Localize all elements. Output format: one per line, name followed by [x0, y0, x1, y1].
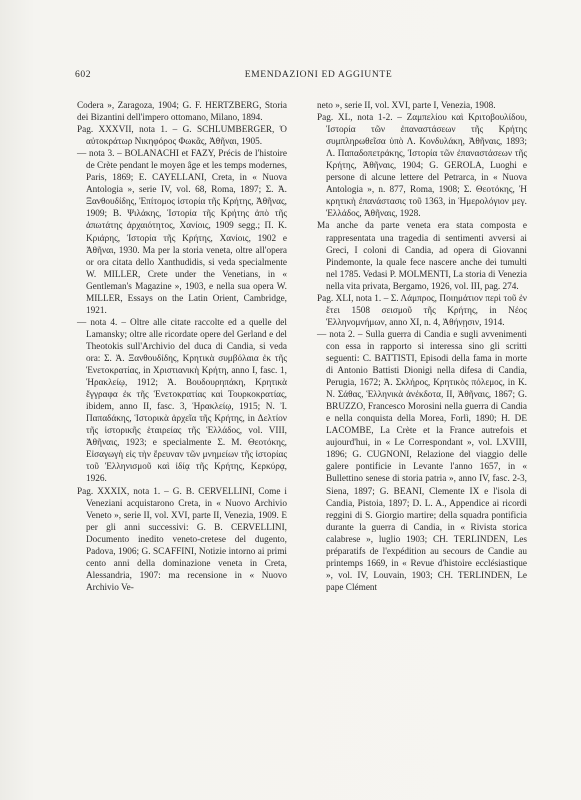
- page-number: 602: [75, 69, 92, 80]
- note-paragraph: Pag. XXXVII, nota 1. – G. SCHLUMBERGER, Ὁ αὐτοκράτωρ Νικηφόρος Φωκᾶς, Ἀθῆναι, 1905.: [77, 125, 287, 148]
- note-paragraph: — nota 4. – Oltre alle citate raccolte ed a quelle del Lamansky; oltre alle ricordate opere del Gerland e del Theotokis sull'Archivio del duca di Candia, si veda ora: Σ. Ἀ. Ξανθουδίδης, Κρητικὰ συμβόλαια ἐκ τῆς Ἑνετοκρατίας, in Χριστιανικὴ Κρήτη, anno I, fasc. 1, Ἡρακλείῳ, 1912; Ἀ. Βουδουρηπάκη, Κρητικὰ ἔγγραφα ἐκ τῆς Ἑνετοκρατίας καὶ Τουρκοκρατίας, ibidem, anno II, fasc. 3, Ἡρακλείῳ, 1915; Ν. Ἰ. Παπαδάκης, Ἱστορικὰ ἀρχεῖα τῆς Κρήτης, in Δελτίον τῆς ἱστορικῆς ἑταιρείας τῆς Ἑλλάδος, vol. VIII, Ἀθῆναις, 1923; e specialmente Σ. Μ. Θεοτόκης, Εἰσαγωγὴ εἰς τὴν ἔρευναν τῶν μνημείων τῆς ἱστορίας τοῦ Ἑλληνισμοῦ καὶ ἰδίᾳ τῆς Κρήτης, Κερκύρᾳ, 1926.: [77, 317, 287, 485]
- note-paragraph: — nota 2. – Sulla guerra di Candia e sugli avvenimenti con essa in rapporto si interessa sino gli scritti seguenti: C. BATTISTI, Episodi della fama in morte di Antonio Battisti Dionigi nella difesa di Candia, Perugia, 1672; Ἀ. Σκλήρος, Κρητικὸς πόλεμος, in Κ. Ν. Σάθας, Ἑλληνικὰ ἀνέκδοτα, II, Ἀθῆναις, 1867; G. BRUZZO, Francesco Morosini nella guerra di Candia e nella conquista della Morea, Forlì, 1890; H. DE LACOMBE, La Crète et la France autrefois et aujourd'hui, in « Le Correspondant », vol. LXVIII, 1896; G. CUGNONI, Relazione del viaggio delle galere pontificie in Levante l'anno 1657, in « Bullettino senese di storia patria », anno IV, fasc. 2-3, Siena, 1897; G. BEANI, Clemente IX e l'isola di Candia, Pistoia, 1897; D. L. A., Appendice ai ricordi reggini di S. Giorgio martire; della squadra pontificia durante la guerra di Candia, in « Rivista storica calabrese », luglio 1903; CH. TERLINDEN, Les préparatifs de l'expédition au secours de Candie au printemps 1669, in « Revue d'histoire ecclésiastique », vol. IV, Louvain, 1903; CH. TERLINDEN, Le pape Clément: [317, 329, 527, 593]
- note-paragraph: — nota 3. – BOLANACHI et FAZY, Précis de l'histoire de Crète pendant le moyen âge et les temps modernes, Paris, 1869; E. CAYELLANI, Creta, in « Nuova Antologia », serie IV, vol. 68, Roma, 1897; Σ. Ἀ. Ξανθουδίδης, Ἐπίτομος ἱστορία τῆς Κρήτης, Ἀθῆνας, 1909; Β. Ψιλάκης, Ἱστορία τῆς Κρήτης ἀπὸ τῆς ἀπωτάτης ἀρχαιότητος, Χανίοις, 1909 segg.; Π. Κ. Κριάρης, Ἱστορία τῆς Κρήτης, Χανίοις, 1902 e Ἀθῆναι, 1930. Ma per la storia veneta, oltre all'opera or ora citata dello Xanthudidis, si veda specialmente W. MILLER, Crete under the Venetians, in « Gentleman's Magazine », 1903, e nella sua opera W. MILLER, Essays on the Latin Orient, Cambridge, 1921.: [77, 149, 287, 316]
- running-title: EMENDAZIONI ED AGGIUNTE: [244, 69, 393, 80]
- left-column: [77, 100, 287, 594]
- page-header: [75, 69, 532, 83]
- note-paragraph: Pag. XL, nota 1-2. – Ζαμπελίου καὶ Κριτοβουλίδου, Ἱστορία τῶν ἐπαναστάσεων τῆς Κρήτης συμπληρωθεῖσα ὑπὸ Λ. Κονδυλάκη, Ἀθῆναις, 1893; Λ. Παπαδοπετράκης, Ἱστορία τῶν ἐπαναστάσεων τῆς Κρήτης, Ἀθῆναις, 1904; G. GEROLA, Luoghi e persone di alcune lettere del Petrarca, in « Nuova Antologia », n. 877, Roma, 1908; Σ. Θεοτόκης, Ἡ κρητικὴ ἐπανάστασις τοῦ 1363, in Ἡμερολόγιον μεγ. Ἑλλάδος, Ἀθῆναις, 1928.: [317, 113, 527, 220]
- note-paragraph: neto », serie II, vol. XVI, parte I, Venezia, 1908.: [317, 101, 496, 111]
- note-paragraph: Ma anche da parte veneta era stata composta e rappresentata una tragedia di sentimenti avversi ai Greci, I coloni di Candia, ad opera di Giovanni Pindemonte, la quale fece nascere anche dei tumulti nel 1785. Vedasi P. MOLMENTI, La storia di Venezia nella vita privata, Bergamo, 1926, vol. III, pag. 274.: [317, 221, 527, 292]
- note-paragraph: Pag. XXXIX, nota 1. – G. B. CERVELLINI, Come i Veneziani acquistarono Creta, in « Nuovo Archivio Veneto », serie II, vol. XVI, parte II, Venezia, 1909. E per gli anni successivi: G. B. CERVELLINI, Documento inedito veneto-cretese del dugento, Padova, 1906; G. SCAFFINI, Notizie intorno ai primi cento anni della dominazione veneta in Creta, Alessandria, 1907: ma recensione in « Nuovo Archivio Ve-: [77, 486, 287, 593]
- right-column: [317, 100, 527, 594]
- note-paragraph: Codera », Zaragoza, 1904; G. F. HERTZBERG, Storia dei Bizantini dell'impero ottomano, Milano, 1894.: [77, 101, 287, 124]
- note-paragraph: Pag. XLI, nota 1. – Σ. Λάμπρος, Ποιημάτιον περὶ τοῦ ἐν ἔτει 1508 σεισμοῦ τῆς Κρήτης, in Νέος Ἑλληνομνήμων, anno XI, n. 4, Ἀθήνῃσιν, 1914.: [317, 293, 527, 328]
